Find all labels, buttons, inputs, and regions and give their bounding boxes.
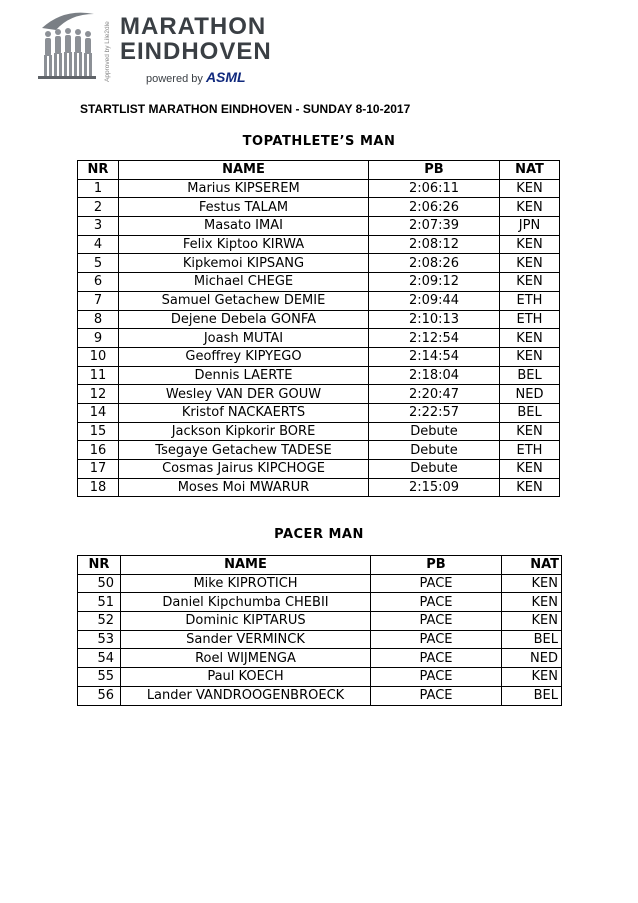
table-row (78, 310, 560, 329)
table-row (78, 460, 560, 479)
cell-pb: 2:18:04 (369, 366, 500, 385)
cell-name: Daniel Kipchumba CHEBII (121, 593, 371, 612)
cell-nat: KEN (500, 198, 560, 217)
cell-pb: PACE (371, 630, 502, 649)
cell-nr: 54 (78, 649, 121, 668)
cell-nat: KEN (500, 329, 560, 348)
cell-nr: 52 (78, 612, 121, 631)
cell-nat: BEL (500, 366, 560, 385)
col-header-nr: NR (78, 556, 121, 575)
table-row (78, 235, 560, 254)
table-row (78, 478, 560, 497)
cell-nat: NED (500, 385, 560, 404)
cell-name: Joash MUTAI (119, 329, 369, 348)
cell-nat: KEN (500, 179, 560, 198)
table-row (78, 612, 562, 631)
col-header-pb: PB (371, 556, 502, 575)
cell-nat: KEN (500, 478, 560, 497)
cell-name: Dennis LAERTE (119, 366, 369, 385)
cell-nr: 8 (78, 310, 119, 329)
table-row (78, 668, 562, 687)
cell-pb: 2:06:11 (369, 179, 500, 198)
cell-nr: 15 (78, 422, 119, 441)
cell-nr: 7 (78, 291, 119, 310)
cell-nr: 11 (78, 366, 119, 385)
table-row (78, 441, 560, 460)
cell-nat: NED (502, 649, 562, 668)
pacer-table (77, 555, 562, 706)
cell-nr: 10 (78, 347, 119, 366)
cell-name: Kipkemoi KIPSANG (119, 254, 369, 273)
cell-nr: 1 (78, 179, 119, 198)
cell-pb: 2:09:12 (369, 273, 500, 292)
table-row (78, 686, 562, 705)
cell-name: Kristof NACKAERTS (119, 403, 369, 422)
logo-line1: MARATHON (120, 13, 267, 40)
cell-nr: 53 (78, 630, 121, 649)
topathletes-rows (78, 179, 560, 497)
cell-nat: KEN (502, 612, 562, 631)
cell-pb: 2:06:26 (369, 198, 500, 217)
table-row (78, 574, 562, 593)
cell-nr: 56 (78, 686, 121, 705)
cell-nr: 55 (78, 668, 121, 687)
cell-nat: BEL (502, 630, 562, 649)
cell-pb: PACE (371, 649, 502, 668)
col-header-nat: NAT (500, 161, 560, 180)
table-row (78, 649, 562, 668)
section-title-topathletes: TOPATHLETE’S MAN (242, 134, 396, 149)
table-row (78, 217, 560, 236)
cell-name: Geoffrey KIPYEGO (119, 347, 369, 366)
cell-name: Moses Moi MWARUR (119, 478, 369, 497)
cell-pb: 2:22:57 (369, 403, 500, 422)
cell-pb: 2:20:47 (369, 385, 500, 404)
table-row (78, 347, 560, 366)
table-row (78, 179, 560, 198)
cell-nr: 6 (78, 273, 119, 292)
cell-nat: KEN (500, 235, 560, 254)
cell-nat: KEN (502, 593, 562, 612)
cell-nr: 16 (78, 441, 119, 460)
cell-nat: KEN (500, 254, 560, 273)
table-row (78, 198, 560, 217)
table-row (78, 593, 562, 612)
cell-nat: BEL (502, 686, 562, 705)
cell-nat: KEN (500, 460, 560, 479)
cell-nat: KEN (502, 574, 562, 593)
cell-name: Dominic KIPTARUS (121, 612, 371, 631)
powered-by-line (146, 69, 246, 85)
table-row (78, 366, 560, 385)
cell-nr: 14 (78, 403, 119, 422)
cell-name: Roel WIJMENGA (121, 649, 371, 668)
topathletes-table (77, 160, 560, 497)
cell-name: Paul KOECH (121, 668, 371, 687)
cell-nat: ETH (500, 291, 560, 310)
cell-pb: Debute (369, 460, 500, 479)
table-row (78, 254, 560, 273)
cell-nr: 17 (78, 460, 119, 479)
cell-pb: 2:08:12 (369, 235, 500, 254)
section-title-pacers: PACER MAN (274, 527, 364, 542)
cell-name: Sander VERMINCK (121, 630, 371, 649)
cell-nat: KEN (502, 668, 562, 687)
table-row (78, 422, 560, 441)
cell-pb: 2:09:44 (369, 291, 500, 310)
cell-name: Tsegaye Getachew TADESE (119, 441, 369, 460)
cell-name: Mike KIPROTICH (121, 574, 371, 593)
approved-by-text: Approved by Lile2dle (104, 21, 111, 82)
cell-pb: PACE (371, 668, 502, 687)
marathon-logo (34, 6, 272, 90)
cell-nat: ETH (500, 310, 560, 329)
cell-nat: BEL (500, 403, 560, 422)
cell-name: Jackson Kipkorir BORE (119, 422, 369, 441)
col-header-name: NAME (119, 161, 369, 180)
cell-nat: KEN (500, 347, 560, 366)
cell-nr: 4 (78, 235, 119, 254)
pacer-rows (78, 574, 562, 705)
table-row (78, 385, 560, 404)
table-row (78, 403, 560, 422)
cell-name: Wesley VAN DER GOUW (119, 385, 369, 404)
cell-pb: Debute (369, 422, 500, 441)
col-header-pb: PB (369, 161, 500, 180)
col-header-nr: NR (78, 161, 119, 180)
cell-name: Felix Kiptoo KIRWA (119, 235, 369, 254)
cell-nr: 18 (78, 478, 119, 497)
cell-nr: 51 (78, 593, 121, 612)
cell-name: Samuel Getachew DEMIE (119, 291, 369, 310)
cell-name: Marius KIPSEREM (119, 179, 369, 198)
asml-brand: ASML (205, 69, 246, 85)
cell-nat: KEN (500, 273, 560, 292)
runners-logo-icon (34, 8, 104, 88)
cell-nr: 2 (78, 198, 119, 217)
cell-name: Lander VANDROOGENBROECK (121, 686, 371, 705)
cell-nat: KEN (500, 422, 560, 441)
cell-nr: 9 (78, 329, 119, 348)
cell-nr: 50 (78, 574, 121, 593)
cell-name: Festus TALAM (119, 198, 369, 217)
table-row (78, 273, 560, 292)
table-row (78, 329, 560, 348)
cell-pb: PACE (371, 593, 502, 612)
table-header-row (78, 556, 562, 575)
table-header-row (78, 161, 560, 180)
startlist-heading: STARTLIST MARATHON EINDHOVEN - SUNDAY 8-10-2017 (80, 102, 411, 116)
col-header-name: NAME (121, 556, 371, 575)
cell-pb: 2:15:09 (369, 478, 500, 497)
cell-pb: PACE (371, 612, 502, 631)
cell-nr: 3 (78, 217, 119, 236)
cell-pb: PACE (371, 686, 502, 705)
cell-pb: 2:12:54 (369, 329, 500, 348)
cell-pb: 2:14:54 (369, 347, 500, 366)
cell-pb: 2:07:39 (369, 217, 500, 236)
cell-nr: 5 (78, 254, 119, 273)
cell-nat: JPN (500, 217, 560, 236)
cell-name: Michael CHEGE (119, 273, 369, 292)
logo-line2: EINDHOVEN (120, 38, 272, 65)
table-row (78, 291, 560, 310)
cell-name: Dejene Debela GONFA (119, 310, 369, 329)
cell-nr: 12 (78, 385, 119, 404)
cell-name: Masato IMAI (119, 217, 369, 236)
cell-pb: PACE (371, 574, 502, 593)
cell-name: Cosmas Jairus KIPCHOGE (119, 460, 369, 479)
col-header-nat: NAT (502, 556, 562, 575)
table-row (78, 630, 562, 649)
cell-nat: ETH (500, 441, 560, 460)
cell-pb: Debute (369, 441, 500, 460)
cell-pb: 2:10:13 (369, 310, 500, 329)
cell-pb: 2:08:26 (369, 254, 500, 273)
powered-by-label: powered by (146, 73, 203, 85)
